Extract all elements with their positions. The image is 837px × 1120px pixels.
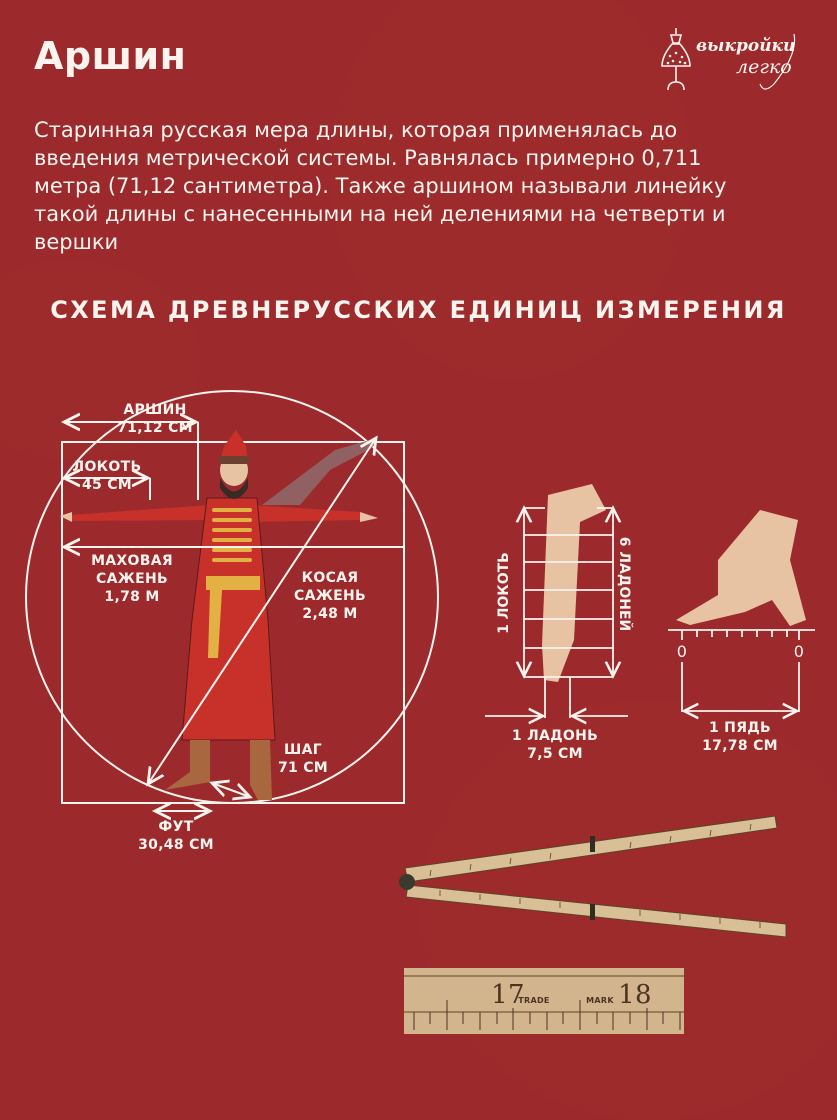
fut-label: ФУТ 30,48 СМ (138, 819, 214, 853)
makhovaya-sazhen-label: МАХОВАЯ САЖЕНЬ 1,78 М (91, 553, 173, 605)
diagram-title: СХЕМА ДРЕВНЕРУССКИХ ЕДИНИЦ ИЗМЕРЕНИЯ (50, 296, 787, 324)
zero-mark-left: 0 (676, 642, 688, 661)
kosaya-sazhen-label: КОСАЯ САЖЕНЬ 2,48 М (294, 570, 366, 622)
raised-arm-ghost (262, 437, 378, 505)
ruler-number-18: 18 (618, 980, 652, 1010)
zero-mark-right: 0 (793, 642, 805, 661)
folding-ruler-photo (399, 816, 786, 937)
lokot-vertical-label: 1 ЛОКОТЬ (495, 552, 512, 634)
ladon-label: 1 ЛАДОНЬ 7,5 СМ (511, 728, 599, 762)
arshin-label: АРШИН 71,12 СМ (117, 402, 193, 436)
page-title: Аршин (34, 34, 187, 78)
ruler-trademark-left: TRADE (518, 996, 550, 1005)
logo-text-secondary: легко (736, 56, 792, 78)
ladoney-vertical-label: 6 ЛАДОНЕЙ (616, 536, 633, 632)
description-text: Старинная русская мера длины, которая применялась до введения метрической системы. Равнялась примерно 0,711 метра (71,12 сантиметра). Также аршином называли линейку такой длины с нанесенными на ней делениями на четверти и вершки (34, 118, 727, 254)
hand-span-diagram (668, 510, 815, 712)
pyad-label: 1 ПЯДЬ 17,78 СМ (702, 720, 778, 754)
logo-text-primary: выкройки (696, 36, 796, 56)
shag-label: ШАГ 71 СМ (277, 742, 329, 776)
ruler-trademark-right: MARK (586, 996, 614, 1005)
ruler-number-17: 17 (491, 980, 525, 1010)
lokot-label: ЛОКОТЬ 45 СМ (72, 459, 142, 493)
